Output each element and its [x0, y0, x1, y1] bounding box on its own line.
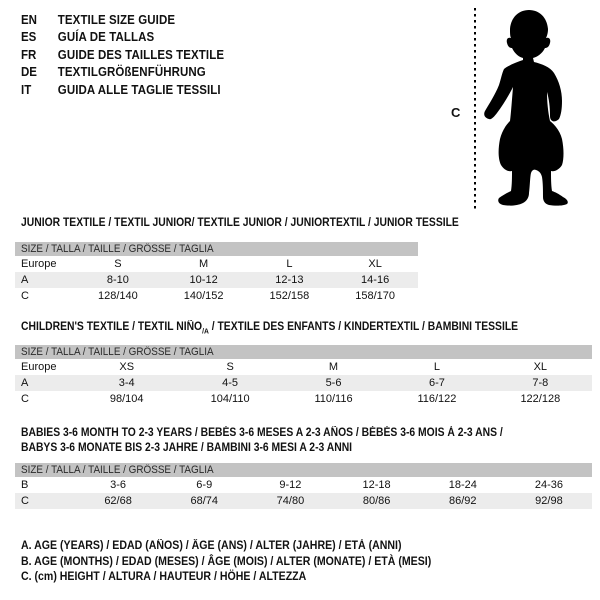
size-header-label: SIZE / TALLA / TAILLE / GRÖSSE / TAGLIA	[21, 464, 214, 476]
cell: 24-36	[534, 479, 564, 491]
row-label: C	[21, 290, 29, 302]
table-row	[15, 272, 418, 288]
cell: 62/68	[104, 495, 132, 507]
cell: 9-12	[279, 479, 302, 491]
children-table-title	[21, 320, 518, 338]
legend-line-b: B. AGE (MONTHS) / EDAD (MESES) / ÂGE (MOIS) / ALTER (MONATE) / ETÀ (MESI)	[21, 555, 432, 568]
language-title-list	[21, 11, 224, 99]
cell: 14-16	[361, 274, 390, 286]
cell: XS	[119, 361, 135, 373]
cell: S	[226, 361, 234, 373]
table-row	[15, 375, 592, 391]
cell: M	[199, 258, 209, 270]
babies-table-title	[21, 426, 556, 456]
cell: XL	[368, 258, 382, 270]
cell: 158/170	[355, 290, 395, 302]
cell: 12-13	[275, 274, 304, 286]
row-label: A	[21, 274, 29, 286]
cell: 152/158	[269, 290, 310, 302]
height-marker-label: C	[451, 105, 461, 120]
cell: L	[286, 258, 293, 270]
cell: 4-5	[222, 377, 239, 389]
row-label: A	[21, 377, 29, 389]
table-row	[15, 288, 418, 304]
table-row	[15, 359, 592, 375]
row-label: Europe	[21, 258, 57, 270]
cell: 74/80	[276, 495, 305, 507]
children-title-pre: CHILDREN'S TEXTILE / TEXTIL NIÑO	[21, 321, 203, 333]
language-row	[21, 29, 224, 47]
cell: 5-6	[325, 377, 342, 389]
cell: 6-7	[428, 377, 445, 389]
row-label: B	[21, 479, 29, 491]
cell: 92/98	[535, 495, 563, 507]
cell: 3-4	[118, 377, 135, 389]
cell: 12-18	[362, 479, 391, 491]
babies-size-table	[15, 463, 592, 509]
children-size-table	[15, 345, 592, 407]
cell: 3-6	[110, 479, 127, 491]
cell: 8-10	[106, 274, 129, 286]
row-label: C	[21, 393, 29, 405]
cell: 6-9	[196, 479, 213, 491]
cell: 80/86	[362, 495, 391, 507]
toddler-silhouette-icon	[478, 7, 578, 207]
table-row	[15, 256, 418, 272]
cell: 122/128	[520, 393, 561, 405]
cell: 128/140	[97, 290, 138, 302]
measurement-legend	[21, 539, 431, 586]
cell: XL	[533, 361, 548, 373]
language-code: DE	[21, 65, 37, 80]
row-label: C	[21, 495, 29, 507]
cell: L	[433, 361, 440, 373]
cell: 98/104	[109, 393, 144, 405]
table-row	[15, 477, 592, 493]
language-title: GUIDE DES TAILLES TEXTILE	[57, 47, 225, 62]
junior-size-table	[15, 242, 418, 304]
size-header-band	[15, 242, 418, 256]
cell: S	[114, 258, 122, 270]
cell: 110/116	[314, 393, 353, 405]
cell: M	[328, 361, 339, 373]
language-row	[21, 46, 224, 64]
size-header-band	[15, 345, 592, 359]
babies-title-line1: BABIES 3-6 MONTH TO 2-3 YEARS / BEBÉS 3-6 MESES A 2-3 AÑOS / BÉBÉS 3-6 MOIS À 2-3 ANS /	[21, 427, 503, 439]
language-row	[21, 11, 224, 29]
language-code: ES	[21, 30, 37, 45]
cell: 104/110	[210, 393, 250, 405]
language-code: EN	[21, 12, 37, 27]
row-label: Europe	[21, 361, 57, 373]
table-row	[15, 493, 592, 509]
legend-line-c: C. (cm) HEIGHT / ALTURA / HAUTEUR / HÖHE / ALTEZZA	[21, 571, 307, 583]
babies-title-line2: BABYS 3-6 MONATE BIS 2-3 JAHRE / BAMBINI 3-6 MESI A 2-3 ANNI	[21, 442, 353, 454]
table-row	[15, 391, 592, 407]
language-row	[21, 64, 224, 82]
cell: 10-12	[189, 274, 218, 286]
children-title-subscript: /A	[202, 326, 209, 336]
junior-table-title: JUNIOR TEXTILE / TEXTIL JUNIOR/ TEXTILE JUNIOR / JUNIORTEXTIL / JUNIOR TESSILE	[21, 217, 459, 229]
cell: 140/152	[183, 290, 224, 302]
cell: 86/92	[449, 495, 477, 507]
language-title: GUÍA DE TALLAS	[57, 30, 155, 45]
language-code: IT	[21, 82, 32, 97]
language-title: TEXTILGRÖßENFÜHRUNG	[57, 65, 206, 80]
language-title: TEXTILE SIZE GUIDE	[57, 12, 176, 27]
legend-line-a: A. AGE (YEARS) / EDAD (AÑOS) / ÂGE (ANS) / ALTER (JAHRE) / ETÀ (ANNI)	[21, 540, 402, 552]
cell: 18-24	[448, 479, 477, 491]
language-row	[21, 81, 224, 99]
size-header-label: SIZE / TALLA / TAILLE / GRÖSSE / TAGLIA	[21, 243, 214, 255]
height-measure-dotted-line	[474, 8, 476, 210]
language-title: GUIDA ALLE TAGLIE TESSILI	[57, 82, 221, 97]
size-header-band	[15, 463, 592, 477]
size-header-label: SIZE / TALLA / TAILLE / GRÖSSE / TAGLIA	[21, 346, 214, 358]
cell: 7-8	[532, 377, 549, 389]
cell: 68/74	[190, 495, 219, 507]
cell: 116/122	[417, 393, 457, 405]
children-title-post: / TEXTILE DES ENFANTS / KINDERTEXTIL / BAMBINI TESSILE	[208, 321, 519, 333]
language-code: FR	[21, 47, 37, 62]
